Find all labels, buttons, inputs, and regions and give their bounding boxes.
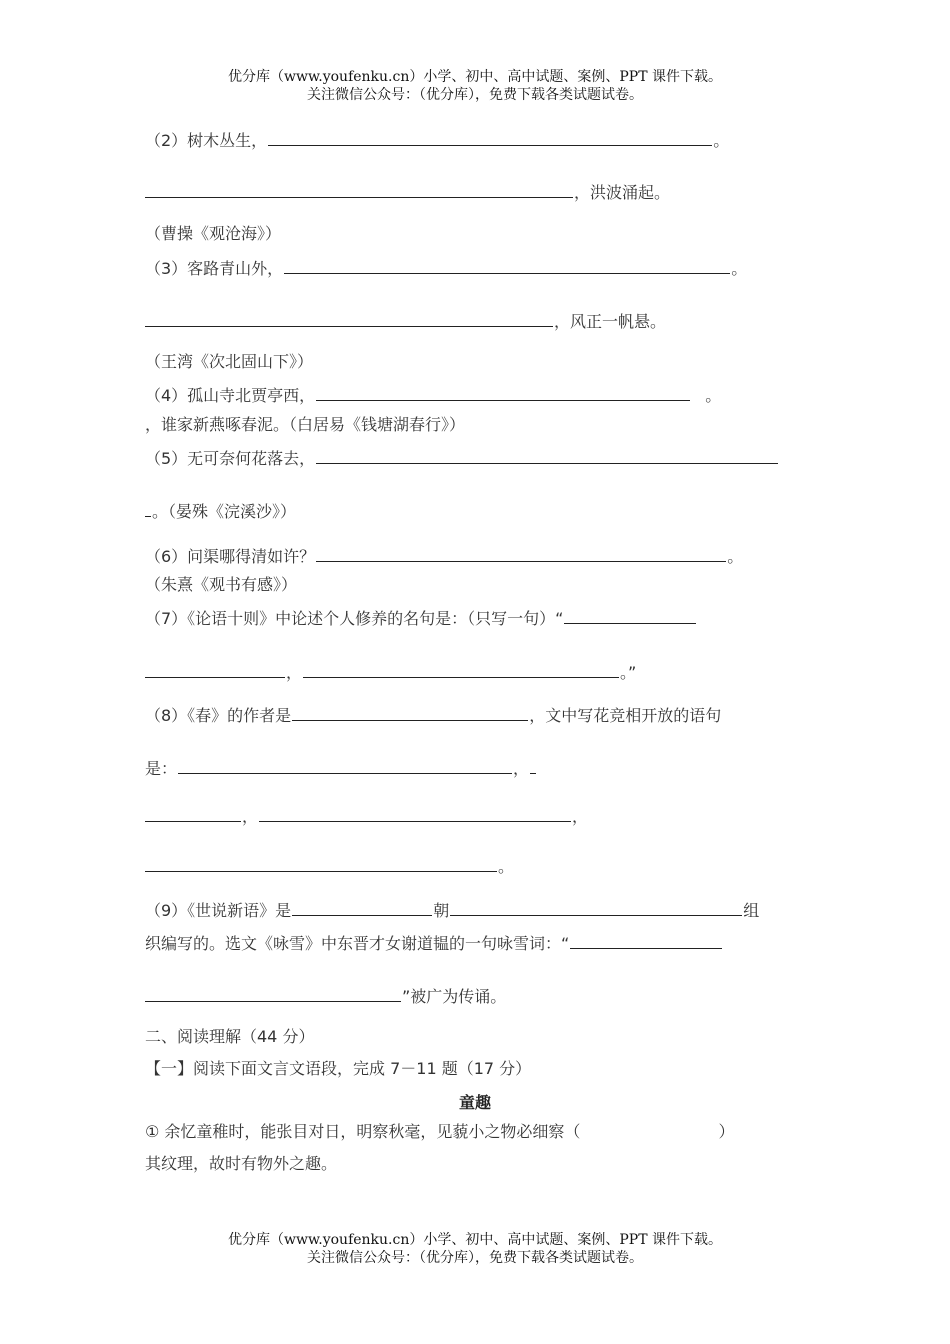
section-2-title: 二、阅读理解（44 分） <box>145 1027 315 1046</box>
question-9 <box>145 897 759 922</box>
q2-blank-2[interactable] <box>145 179 573 198</box>
q2-end: 。 <box>713 131 730 150</box>
q2-line2-end: ，洪波涌起。 <box>574 183 671 202</box>
q3-end: 。 <box>731 259 748 278</box>
question-5-line-2 <box>145 498 296 523</box>
question-9-line-2 <box>145 930 723 955</box>
q8-blank-3[interactable] <box>145 803 241 822</box>
question-3-line-2 <box>145 308 666 333</box>
q8-prefix: （8）《春》的作者是 <box>145 706 292 725</box>
q8-blank-2[interactable] <box>530 755 536 774</box>
question-6 <box>145 543 743 568</box>
q5-line2-end: 。（晏殊《浣溪沙》） <box>152 502 297 521</box>
q3-line2-end: ，风正一帆悬。 <box>554 312 667 331</box>
q3-blank-2[interactable] <box>145 308 553 327</box>
q9-end: 组 <box>743 901 760 920</box>
question-8 <box>145 702 721 727</box>
q9-line3-end: ”被广为传诵。 <box>402 987 507 1006</box>
q8-author-blank[interactable] <box>292 702 528 721</box>
q8-mid: ，文中写花竞相开放的语句 <box>529 706 722 725</box>
q8-comma-1: ， <box>513 759 530 778</box>
q9-blank-3[interactable] <box>570 930 722 949</box>
q7-blank-2[interactable] <box>145 659 285 678</box>
essay-para-1-text: ① 余忆童稚时，能张目对日，明察秋毫，见藐小之物必细察（ <box>145 1122 581 1141</box>
question-2 <box>145 127 729 152</box>
question-5 <box>145 445 779 470</box>
q3-prefix: （3）客路青山外， <box>145 259 284 278</box>
q2-source: （曹操《观沧海》） <box>145 224 282 243</box>
q6-end: 。 <box>727 547 744 566</box>
header-line-2: 关注微信公众号：（优分库），免费下载各类试题试卷。 <box>307 87 643 103</box>
q7-blank-3[interactable] <box>303 659 619 678</box>
footer-line-1: 优分库（www.youfenku.cn）小学、初中、高中试题、案例、PPT 课件下载。 <box>227 1232 722 1248</box>
question-9-line-3 <box>145 983 506 1008</box>
essay-para-1 <box>145 1121 734 1143</box>
q8-line2-prefix: 是： <box>145 759 178 778</box>
essay-title: 童趣 <box>458 1093 491 1112</box>
q9-blank-4[interactable] <box>145 983 401 1002</box>
question-3 <box>145 255 747 280</box>
q5-blank-1[interactable] <box>316 445 778 464</box>
q4-prefix: （4）孤山寺北贾亭西， <box>145 386 316 405</box>
q8-blank-1[interactable] <box>178 755 512 774</box>
q4-end: 。 <box>705 386 722 405</box>
q7-prefix: （7）《论语十则》中论述个人修养的名句是：（只写一句）“ <box>145 609 564 628</box>
q7-end: 。” <box>620 663 637 682</box>
question-8-line-3 <box>145 803 588 828</box>
essay-para-1-line-2: 其纹理，故时有物外之趣。 <box>145 1154 338 1173</box>
section-2-part-1: 【一】阅读下面文言文语段，完成 7－11 题（17 分） <box>145 1059 532 1078</box>
q9-prefix: （9）《世说新语》是 <box>145 901 292 920</box>
q9-mid: 朝 <box>433 901 450 920</box>
header-line-1: 优分库（www.youfenku.cn）小学、初中、高中试题、案例、PPT 课件下载。 <box>227 69 722 85</box>
q9-line2: 织编写的。选文《咏雪》中东晋才女谢道韫的一句咏雪词：“ <box>145 934 570 953</box>
q9-blank-1[interactable] <box>292 897 432 916</box>
q2-blank-1[interactable] <box>268 127 712 146</box>
q7-mid: ， <box>286 663 303 682</box>
essay-para-1-end: ） <box>718 1122 735 1141</box>
q8-comma-3: ， <box>572 807 589 826</box>
question-4-line-2: ，谁家新燕啄春泥。（白居易《钱塘湖春行》） <box>145 415 466 434</box>
footer-line-2: 关注微信公众号：（优分库），免费下载各类试题试卷。 <box>307 1250 643 1266</box>
q8-blank-5[interactable] <box>145 853 497 872</box>
question-7-line-2 <box>145 659 636 684</box>
q7-blank-1[interactable] <box>564 605 696 624</box>
q8-end: 。 <box>498 857 515 876</box>
question-7 <box>145 605 697 630</box>
q4-blank-1[interactable] <box>316 382 690 401</box>
q3-blank-1[interactable] <box>284 255 730 274</box>
q6-prefix: （6）问渠哪得清如许？ <box>145 547 316 566</box>
q6-source: （朱熹《观书有感》） <box>145 575 298 594</box>
question-4 <box>145 382 721 407</box>
q3-source: （王湾《次北固山下》） <box>145 352 314 371</box>
q8-blank-4[interactable] <box>259 803 571 822</box>
question-2-line-2 <box>145 179 670 204</box>
q9-blank-2[interactable] <box>450 897 742 916</box>
question-8-line-2 <box>145 755 537 780</box>
q5-prefix: （5）无可奈何花落去， <box>145 449 316 468</box>
q2-prefix: （2）树木丛生， <box>145 131 268 150</box>
q5-blank-2[interactable] <box>145 498 151 517</box>
q8-comma-2: ， <box>242 807 259 826</box>
question-8-line-4 <box>145 853 514 878</box>
q6-blank-1[interactable] <box>316 543 726 562</box>
